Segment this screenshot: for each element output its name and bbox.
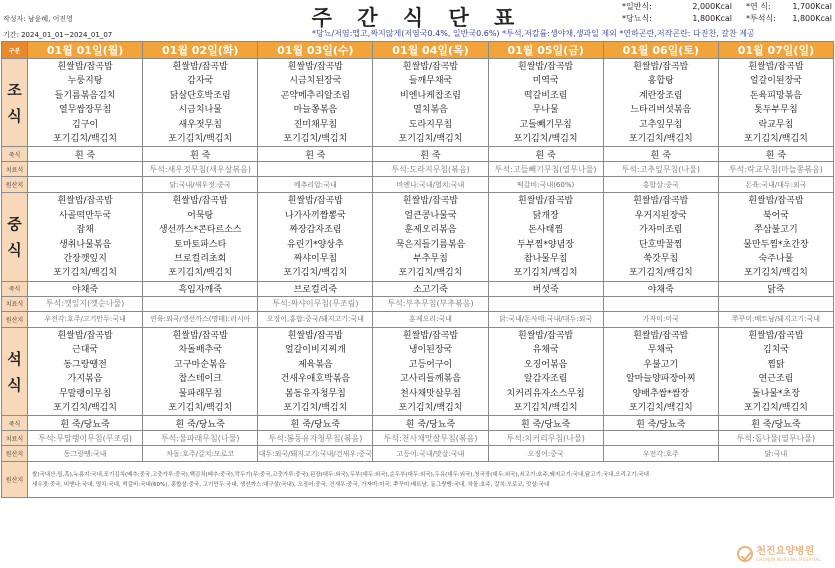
menu-item: 생취나물볶음 <box>58 239 112 250</box>
menu-item: 포기김치/백김치 <box>283 134 348 145</box>
origin-label: 원산지 <box>2 311 28 327</box>
origin-cell: 비엔나:국내/멸치:국내 <box>373 177 488 193</box>
lunch-menu-cell <box>718 193 833 281</box>
menu-item: 찜닭 <box>767 359 785 370</box>
menu-item: 유채국 <box>532 345 559 356</box>
logo-en: CHUNJIN NURSING HOSPITAL <box>756 556 821 562</box>
menu-item: 흰쌀밥/잡곡밥 <box>518 330 574 341</box>
menu-item: 시금치된장국 <box>289 76 342 87</box>
porridge-cell: 야채죽 <box>603 281 718 296</box>
kcal-value: 2,000Kcal <box>692 2 732 11</box>
menu-table <box>1 41 834 498</box>
day-header: 01월 05일(금) <box>488 42 603 59</box>
dinner-menu-cell <box>718 327 833 415</box>
breakfast-menu-cell <box>488 59 603 147</box>
porridge-cell: 소고기죽 <box>373 281 488 296</box>
menu-item: 떡갈비조림 <box>523 90 568 101</box>
menu-item: 홍합탕 <box>647 76 674 87</box>
corner-label: 구분 <box>2 42 28 59</box>
origin-cell: 메추리알:국내 <box>258 177 373 193</box>
menu-item: 건새우애호박볶음 <box>280 374 351 385</box>
menu-item: 포기김치/백김치 <box>53 268 118 279</box>
menu-item: 냉이된장국 <box>408 345 453 356</box>
origin-cell: 연육:외국/생선까스(명태):러시아 <box>143 311 258 327</box>
sub-diet-cell: 투석:치커리무침(나물) <box>488 431 603 446</box>
origin-cell: 떡갈비:국내(60%) <box>488 177 603 193</box>
sub-diet-cell <box>258 162 373 177</box>
origin-cell: 돈육:국내/대두:외국 <box>718 177 833 193</box>
leaf-icon <box>737 546 753 562</box>
menu-item: 무채국 <box>647 345 674 356</box>
sub-diet-cell <box>603 431 718 446</box>
sub-diet-cell: 투석:고들빼기무침(열무나물) <box>488 162 603 177</box>
menu-item: 우거지된장국 <box>634 210 687 221</box>
menu-item: 참나물무침 <box>523 254 568 265</box>
menu-item: 연근조림 <box>758 374 794 385</box>
porridge-label: 죽식 <box>2 281 28 296</box>
sub-diet-label: 치료식 <box>2 431 28 446</box>
sub-diet-cell: 투석:봄동유자청무침(볶음) <box>258 431 373 446</box>
menu-item: 흰쌀밥/잡곡밥 <box>748 62 804 72</box>
origin-footer-line: 쌀(국내산:밀,흑),누룽지:국내,포기김치(배추:중국,고춧가루:중국),백김치(배추:중국),깍두기(무:중국,고춧가루:중국),된장(대두:외국),두부(대두:외국),순두부(대두:외국),두유(대두:외국),청국장(대두:외국),쇠고기:호주,돼지고기:국내,닭고기:국내,오리고기:국내 <box>32 471 649 478</box>
menu-item: 진미채무침 <box>293 119 338 130</box>
day-header: 01월 02일(화) <box>143 42 258 59</box>
hospital-logo <box>737 546 821 562</box>
menu-item: 사골떡만두국 <box>58 210 112 221</box>
menu-item: 감자국 <box>187 76 214 87</box>
lunch-menu-cell <box>143 193 258 281</box>
menu-item: 치커리유자소스무침 <box>506 388 585 399</box>
breakfast-label: 조식 <box>2 59 28 147</box>
menu-item: 멸치볶음 <box>413 105 448 116</box>
menu-item: 찹스테이크 <box>178 374 222 385</box>
menu-item: 흰쌀밥/잡곡밥 <box>748 196 804 207</box>
porridge-cell: 흰 죽 <box>718 147 833 162</box>
menu-item: 무말랭이무침 <box>58 388 112 399</box>
origin-cell: 닭:국내 <box>718 446 833 462</box>
origin-cell: 가자미:미국 <box>603 311 718 327</box>
breakfast-menu-cell <box>143 59 258 147</box>
origin-cell: 차돌:호주/갈치:모로코 <box>143 446 258 462</box>
menu-item: 양배추쌈*쌈장 <box>632 388 690 399</box>
porridge-cell: 흰 죽 <box>28 147 143 162</box>
menu-item: 포기김치/백김치 <box>283 268 348 279</box>
dinner-menu-cell <box>488 327 603 415</box>
day-header: 01월 06일(토) <box>603 42 718 59</box>
menu-item: 포기김치/백김치 <box>513 134 578 145</box>
menu-item: 흰쌀밥/잡곡밥 <box>172 62 228 72</box>
day-header: 01월 01일(월) <box>28 42 143 59</box>
lunch-menu-cell <box>258 193 373 281</box>
menu-item: 토마토파스타 <box>174 239 227 250</box>
menu-item: 묵은지들기름볶음 <box>395 239 466 250</box>
porridge-cell: 흰 죽/당뇨죽 <box>258 416 373 431</box>
origin-cell: 닭:국내/새우젓:중국 <box>143 177 258 193</box>
menu-item: 흰쌀밥/잡곡밥 <box>57 196 113 207</box>
origin-cell <box>28 177 143 193</box>
kcal-value: 1,700Kcal <box>792 2 832 11</box>
menu-item: 김치국 <box>762 345 789 356</box>
menu-item: 돈육피망볶음 <box>749 90 802 101</box>
menu-item: 누룽지탕 <box>67 76 103 87</box>
calorie-info <box>622 1 832 25</box>
menu-item: 오징어볶음 <box>523 359 568 370</box>
menu-item: 포기김치/백김치 <box>513 268 578 279</box>
menu-item: 느타리버섯볶음 <box>630 105 692 116</box>
origin-cell: 고등어:국내/맛살:국내 <box>373 446 488 462</box>
sub-diet-cell <box>718 296 833 311</box>
menu-item: 시금치나물 <box>178 105 222 116</box>
kcal-label: *당뇨식: <box>622 14 652 23</box>
porridge-cell: 야채죽 <box>28 281 143 296</box>
origin-cell: 쭈꾸미:베트남/돼지고기:국내 <box>718 311 833 327</box>
dinner-label: 석식 <box>2 327 28 415</box>
menu-item: 짜샤이무침 <box>293 254 338 265</box>
menu-item: 가지볶음 <box>67 374 103 385</box>
porridge-cell: 흑임자깨죽 <box>143 281 258 296</box>
origin-label: 원산지 <box>2 177 28 193</box>
origin-footer <box>28 462 834 498</box>
menu-item: 돌나물*초장 <box>751 388 800 399</box>
origin-cell: 닭:국내/돈사태:국내/대두:외국 <box>488 311 603 327</box>
sub-diet-cell <box>143 296 258 311</box>
kcal-label: *연 식: <box>746 2 771 11</box>
porridge-cell: 흰 죽 <box>258 147 373 162</box>
menu-item: 잡채 <box>76 225 94 236</box>
origin-cell: 오징어:중국 <box>488 446 603 462</box>
sub-diet-cell: 투석:고추잎무침(나물) <box>603 162 718 177</box>
sub-diet-label: 치료식 <box>2 296 28 311</box>
sub-diet-cell <box>488 296 603 311</box>
porridge-cell: 흰 죽/당뇨죽 <box>373 416 488 431</box>
menu-item: 락교무침 <box>758 119 794 130</box>
porridge-cell: 흰 죽/당뇨죽 <box>603 416 718 431</box>
menu-item: 얼갈이된장국 <box>749 76 802 87</box>
menu-item: 쭈삼불고기 <box>754 225 798 236</box>
menu-item: 포기김치/백김치 <box>168 268 233 279</box>
menu-item: 흰쌀밥/잡곡밥 <box>287 62 343 72</box>
menu-item: 포기김치/백김치 <box>628 268 693 279</box>
sub-diet-cell: 투석:무말랭이무침(무조림) <box>28 431 143 446</box>
menu-item: 열무쌈장무침 <box>58 105 112 116</box>
sub-diet-cell: 투석:도라지무침(볶음) <box>373 162 488 177</box>
porridge-cell: 흰 죽 <box>143 147 258 162</box>
porridge-cell: 흰 죽 <box>603 147 718 162</box>
menu-item: 얼갈이비지찌개 <box>284 345 346 356</box>
origin-cell: 오징어,홍합:중국/돼지고기:국내 <box>258 311 373 327</box>
menu-item: 근대국 <box>72 345 99 356</box>
diet-notes: *당뇨/저염:맵고,짜지않게(저염국0.4%, 일반국0.6%) *투석,저칼륨:생야채,생과일 제외 *연하곤란,저작곤란: 다진찬, 갈찬 제공 <box>312 29 755 38</box>
menu-item: 포기김치/백김치 <box>53 402 118 413</box>
menu-item: 포기김치/백김치 <box>743 268 808 279</box>
menu-item: 나가사끼짬뽕국 <box>284 210 346 221</box>
menu-item: 북어국 <box>762 210 789 221</box>
menu-item: 미역국 <box>532 76 559 87</box>
dinner-menu-cell <box>143 327 258 415</box>
menu-item: 숙주나물 <box>758 254 794 265</box>
kcal-value: 1,800Kcal <box>692 14 732 23</box>
sub-diet-label: 치료식 <box>2 162 28 177</box>
origin-cell: 훈제오리:국내 <box>373 311 488 327</box>
kcal-label: *일반식: <box>622 2 652 11</box>
sub-diet-cell: 투석:짜샤이무침(무조림) <box>258 296 373 311</box>
menu-item: 흰쌀밥/잡곡밥 <box>57 330 113 341</box>
sub-diet-cell: 투석:돌나물(열무나물) <box>718 431 833 446</box>
breakfast-menu-cell <box>603 59 718 147</box>
breakfast-menu-cell <box>373 59 488 147</box>
menu-item: 흰쌀밥/잡곡밥 <box>518 196 574 207</box>
menu-item: 유린기*양상추 <box>287 239 344 250</box>
menu-item: 포기김치/백김치 <box>628 402 693 413</box>
page-title: 주 간 식 단 표 <box>311 6 524 30</box>
lunch-menu-cell <box>488 193 603 281</box>
menu-item: 김구이 <box>72 119 99 130</box>
menu-item: 알마늘양파장아찌 <box>625 374 696 385</box>
breakfast-menu-cell <box>258 59 373 147</box>
menu-item: 포기김치/백김치 <box>168 402 233 413</box>
menu-item: 부추무침 <box>413 254 448 265</box>
menu-item: 들깨무채국 <box>408 76 453 87</box>
origin-label: 원산지 <box>2 462 28 498</box>
menu-item: 흰쌀밥/잡곡밥 <box>748 330 804 341</box>
porridge-label: 죽식 <box>2 416 28 431</box>
menu-item: 마늘쫑볶음 <box>293 105 338 116</box>
menu-item: 봄동유자청무침 <box>284 388 346 399</box>
menu-item: 제육볶음 <box>297 359 333 370</box>
sub-diet-cell: 투석:깻잎지(깻순나물) <box>28 296 143 311</box>
sub-diet-cell: 투석:락교무침(마늘쫑볶음) <box>718 162 833 177</box>
menu-item: 포기김치/백김치 <box>398 134 463 145</box>
menu-item: 흰쌀밥/잡곡밥 <box>402 196 459 207</box>
logo-name: 천진요양병원 <box>756 545 815 557</box>
menu-item: 포기김치/백김치 <box>743 402 808 413</box>
menu-item: 닭개장 <box>532 210 559 221</box>
porridge-cell: 브로컬리죽 <box>258 281 373 296</box>
origin-cell: 우전각:호주 <box>603 446 718 462</box>
menu-item: 포기김치/백김치 <box>398 402 463 413</box>
menu-item: 흰쌀밥/잡곡밥 <box>287 330 343 341</box>
menu-item: 흰쌀밥/잡곡밥 <box>172 196 228 207</box>
sub-diet-cell <box>28 162 143 177</box>
origin-label: 원산지 <box>2 446 28 462</box>
dinner-menu-cell <box>258 327 373 415</box>
porridge-cell: 흰 죽/당뇨죽 <box>143 416 258 431</box>
menu-item: 어묵탕 <box>187 210 214 221</box>
dinner-menu-cell <box>28 327 143 415</box>
menu-item: 고등어구이 <box>408 359 453 370</box>
menu-item: 짜장감자조림 <box>289 225 342 236</box>
menu-item: 흰쌀밥/잡곡밥 <box>402 330 459 341</box>
period-text: 기간: 2024_01_01~2024_01_07 <box>3 31 113 39</box>
menu-item: 포기김치/백김치 <box>628 134 693 145</box>
menu-item: 비엔나케찹조림 <box>400 90 461 101</box>
origin-cell: 홍합살:중국 <box>603 177 718 193</box>
breakfast-menu-cell <box>28 59 143 147</box>
menu-item: 흰쌀밥/잡곡밥 <box>402 62 459 72</box>
porridge-cell: 흰 죽 <box>373 147 488 162</box>
menu-item: 우불고기 <box>643 359 679 370</box>
menu-item: 두부찜*양념장 <box>517 239 574 250</box>
lunch-menu-cell <box>373 193 488 281</box>
menu-item: 포기김치/백김치 <box>53 134 118 145</box>
menu-item: 새우젓무침 <box>178 119 222 130</box>
sub-diet-cell <box>603 296 718 311</box>
menu-item: 차돌배추국 <box>178 345 222 356</box>
menu-item: 훈제오리볶음 <box>404 225 457 236</box>
menu-item: 흰쌀밥/잡곡밥 <box>287 196 343 207</box>
menu-item: 곤약메추리알조림 <box>280 90 351 101</box>
menu-item: 포기김치/백김치 <box>283 402 348 413</box>
menu-item: 쑥갓무침 <box>643 254 679 265</box>
menu-item: 포기김치/백김치 <box>168 134 233 145</box>
sub-diet-cell: 투석:물파래무침(나물) <box>143 431 258 446</box>
menu-item: 흰쌀밥/잡곡밥 <box>57 62 113 72</box>
menu-item: 흰쌀밥/잡곡밥 <box>633 330 689 341</box>
menu-item: 간장깻잎지 <box>63 254 107 265</box>
sub-diet-cell: 투석:부추무침(부추볶음) <box>373 296 488 311</box>
menu-item: 돈사태찜 <box>528 225 564 236</box>
menu-item: 도라지무침 <box>408 119 453 130</box>
menu-item: 포기김치/백김치 <box>513 402 578 413</box>
dinner-menu-cell <box>373 327 488 415</box>
porridge-cell: 버섯죽 <box>488 281 603 296</box>
menu-item: 들기름볶음김치 <box>54 90 116 101</box>
menu-item: 얼큰콩나물국 <box>404 210 457 221</box>
porridge-label: 죽식 <box>2 147 28 162</box>
menu-item: 고구마순볶음 <box>174 359 227 370</box>
menu-item: 포기김치/백김치 <box>743 134 808 145</box>
menu-item: 톳두부무침 <box>754 105 798 116</box>
menu-item: 흰쌀밥/잡곡밥 <box>633 62 689 72</box>
menu-item: 고사리들깨볶음 <box>400 374 461 385</box>
porridge-cell: 흰 죽/당뇨죽 <box>28 416 143 431</box>
menu-item: 흰쌀밥/잡곡밥 <box>518 62 574 72</box>
lunch-label: 중식 <box>2 193 28 281</box>
menu-item: 브로컬리초회 <box>174 254 227 265</box>
day-header: 01월 03일(수) <box>258 42 373 59</box>
menu-item: 흰쌀밥/잡곡밥 <box>633 196 689 207</box>
porridge-cell: 닭죽 <box>718 281 833 296</box>
lunch-menu-cell <box>603 193 718 281</box>
menu-item: 고추잎무침 <box>639 119 683 130</box>
origin-footer-line: 새우젓:중국, 비엔나:국내, 멸치:국내, 떡갈비:국내(60%), 홍합살:중국, 고기만두:국내, 생선까스:대구살(국내), 오징어:중국, 건새우:중국, 가자미:미국, 쭈꾸미:베트남, 동그랑땡:국내, 차돌:호주, 갈치:모로코, 맛살:국내 <box>32 481 550 488</box>
menu-item: 계란장조림 <box>639 90 683 101</box>
menu-item: 알감자조림 <box>523 374 568 385</box>
menu-item: 고들빼기무침 <box>519 119 572 130</box>
sub-diet-cell: 투석:천사채맛살무침(볶음) <box>373 431 488 446</box>
day-header: 01월 07일(일) <box>718 42 833 59</box>
menu-item: 천사채맛살무침 <box>400 388 461 399</box>
breakfast-menu-cell <box>718 59 833 147</box>
origin-cell: 동그랑땡:국내 <box>28 446 143 462</box>
porridge-cell: 흰 죽/당뇨죽 <box>488 416 603 431</box>
menu-item: 단호박꿀찜 <box>639 239 683 250</box>
menu-item: 가자미조림 <box>639 225 683 236</box>
porridge-cell: 흰 죽/당뇨죽 <box>718 416 833 431</box>
day-header: 01월 04일(목) <box>373 42 488 59</box>
origin-cell: 대두:외국/돼지고기:국내/건새우:중국 <box>258 446 373 462</box>
origin-cell: 우전각:호주/고기만두:국내 <box>28 311 143 327</box>
menu-item: 동그랑땡전 <box>63 359 107 370</box>
kcal-label: *투석식: <box>746 14 776 23</box>
dinner-menu-cell <box>603 327 718 415</box>
menu-item: 생선까스*콘타르소스 <box>158 225 242 236</box>
sub-diet-cell: 투석:새우젓무침(새우살볶음) <box>143 162 258 177</box>
menu-item: 흰쌀밥/잡곡밥 <box>172 330 228 341</box>
menu-item: 물파래무침 <box>178 388 222 399</box>
menu-item: 포기김치/백김치 <box>398 268 463 279</box>
lunch-menu-cell <box>28 193 143 281</box>
menu-item: 무나물 <box>532 105 559 116</box>
porridge-cell: 흰 죽 <box>488 147 603 162</box>
author-text: 작성자: 남윤혜, 이진영 <box>3 15 73 23</box>
menu-item: 물만두찜*초간장 <box>743 239 809 250</box>
menu-item: 닭살단호박조림 <box>169 90 231 101</box>
kcal-value: 1,800Kcal <box>792 14 832 23</box>
